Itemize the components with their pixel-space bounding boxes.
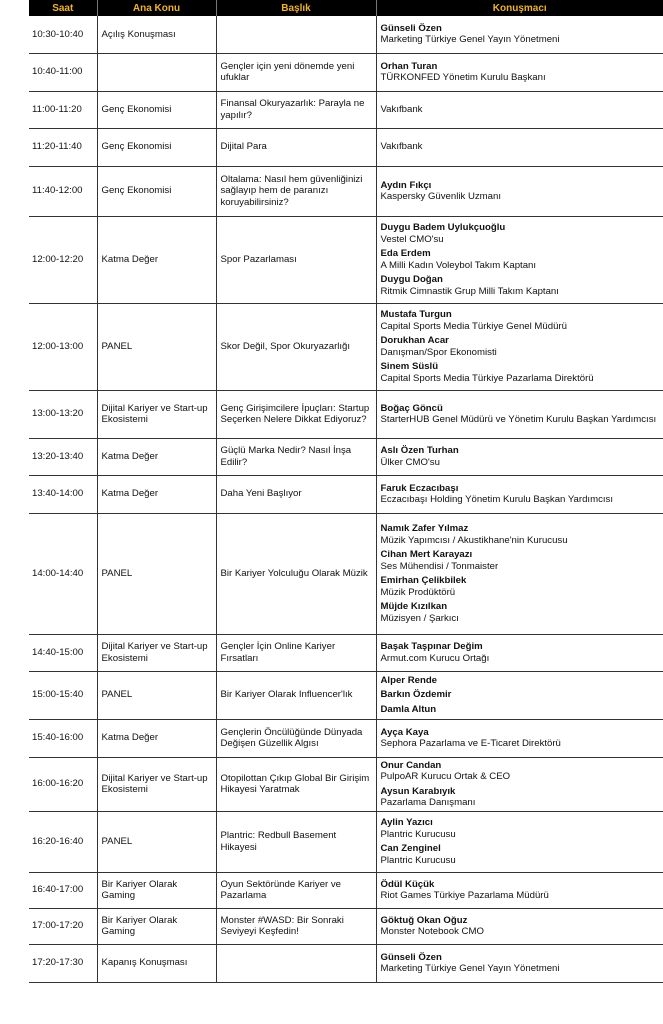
speaker [381,403,660,426]
schedule-body [29,16,663,982]
row-speakers [376,16,663,53]
schedule-row [29,390,663,438]
row-time: 13:00-13:20 [29,390,97,438]
speaker-role: Ses Mühendisi / Tonmaister [380,560,499,572]
row-speakers [376,908,663,944]
row-title: Plantric: Redbull Basement Hikayesi [216,811,376,872]
row-title: Otopilottan Çıkıp Global Bir Girişim Hikayesi Yaratmak [216,757,376,811]
schedule-row [29,634,663,671]
row-topic [97,53,216,91]
row-title [216,16,376,53]
speaker [381,727,660,750]
speaker-name: Alper Rende [380,674,438,686]
row-topic: Dijital Kariyer ve Start-up Ekosistemi [97,634,216,671]
speaker-name: Aylin Yazıcı [380,817,433,828]
row-title: Gençler İçin Online Kariyer Fırsatları [216,634,376,671]
speaker-name: Eda Erdem [380,248,431,259]
schedule-row [29,16,663,53]
schedule-row [29,438,663,475]
speaker-name: Mustafa Turgun [380,309,452,320]
speaker-name: Namık Zafer Yılmaz [380,523,469,534]
row-time: 13:20-13:40 [29,438,97,475]
speaker [381,248,660,271]
speaker-role: Ritmik Cimnastik Grup Milli Takım Kaptanı [380,285,559,297]
speaker-role: Müzik Yapımcısı / Akustikhane'nin Kurucusu [380,534,568,546]
speaker-role: Pazarlama Danışmanı [380,797,476,808]
speaker [381,675,660,687]
speaker-role: Danışman/Spor Ekonomisti [380,346,497,358]
speaker [381,601,660,624]
row-time: 10:40-11:00 [29,53,97,91]
row-title: Bir Kariyer Yolculuğu Olarak Müzik [216,513,376,634]
speaker-role: Plantric Kurucusu [380,828,456,840]
speaker [381,361,660,384]
speaker-name: Orhan Turan [380,60,438,72]
row-speakers [376,872,663,908]
header-row [29,0,663,16]
row-speakers [376,475,663,513]
row-topic: Dijital Kariyer ve Start-up Ekosistemi [97,757,216,811]
speaker-role: Riot Games Türkiye Pazarlama Müdürü [380,890,549,901]
row-topic: PANEL [97,513,216,634]
speaker-name: Dorukhan Acar [380,335,449,346]
row-time: 14:00-14:40 [29,513,97,634]
speaker-role: Sephora Pazarlama ve E-Ticaret Direktörü [380,738,561,749]
speaker [381,641,660,664]
speaker-role: Monster Notebook CMO [380,926,484,937]
schedule-row [29,128,663,166]
row-topic: Genç Ekonomisi [97,128,216,166]
speaker-name: Başak Taşpınar Değim [380,641,483,652]
speaker-role: Plantric Kurucusu [380,854,456,866]
row-speakers [376,438,663,475]
speaker-role: Ülker CMO'su [380,456,440,468]
row-time: 16:00-16:20 [29,757,97,811]
speaker-name: Onur Candan [380,759,442,771]
row-title: Monster #WASD: Bir Sonraki Seviyeyi Keşfedin! [216,908,376,944]
speaker [381,549,660,572]
row-speakers [376,634,663,671]
row-title: Finansal Okuryazarlık: Parayla ne yapılır? [216,91,376,128]
schedule-row [29,671,663,719]
speaker-name: Sinem Süslü [380,361,439,372]
row-time: 13:40-14:00 [29,475,97,513]
row-speakers [376,216,663,303]
speaker-name: Boğaç Göncü [380,402,443,414]
row-speakers [376,390,663,438]
row-speakers [376,811,663,872]
row-speakers [376,757,663,811]
schedule-row [29,908,663,944]
speaker [381,309,660,332]
row-title: Güçlü Marka Nedir? Nasıl İnşa Edilir? [216,438,376,475]
speaker [381,817,660,840]
row-speakers [376,944,663,982]
row-time: 16:20-16:40 [29,811,97,872]
row-time: 12:00-12:20 [29,216,97,303]
speaker-role: StarterHUB Genel Müdürü ve Yönetim Kurulu Başkan Yardımcısı [380,414,657,425]
row-title: Spor Pazarlaması [216,216,376,303]
speaker-role: Eczacıbaşı Holding Yönetim Kurulu Başkan Yardımcısı [380,494,613,505]
speaker-role: Vakıfbank [380,141,423,153]
row-time: 17:00-17:20 [29,908,97,944]
header-title: Başlık [216,0,376,16]
row-topic: Kapanış Konuşması [97,944,216,982]
speaker [381,915,660,938]
row-speakers [376,719,663,757]
row-topic: PANEL [97,303,216,390]
row-time: 11:00-11:20 [29,91,97,128]
row-topic: Bir Kariyer Olarak Gaming [97,872,216,908]
speaker [381,61,660,84]
schedule-row [29,872,663,908]
speaker-role: A Milli Kadın Voleybol Takım Kaptanı [380,259,537,271]
speaker [381,843,660,866]
row-speakers [376,166,663,216]
schedule-row [29,513,663,634]
speaker-name: Aydın Fıkçı [380,179,432,191]
row-title: Daha Yeni Başlıyor [216,475,376,513]
speaker-name: Duygu Badem Uylukçuoğlu [380,222,506,233]
speaker-role: Müzisyen / Şarkıcı [380,612,459,624]
row-time: 16:40-17:00 [29,872,97,908]
speaker [381,689,660,701]
row-topic: Katma Değer [97,719,216,757]
row-title: Dijital Para [216,128,376,166]
speaker [381,23,660,46]
speaker-name: Faruk Eczacıbaşı [380,482,459,494]
speaker [381,141,660,153]
row-title: Oyun Sektöründe Kariyer ve Pazarlama [216,872,376,908]
speaker-name: Göktuğ Okan Oğuz [380,914,468,926]
speaker [381,180,660,203]
speaker-name: Can Zenginel [380,843,441,854]
speaker-name: Müjde Kızılkan [380,601,448,612]
speaker-role: Vestel CMO'su [380,233,444,245]
row-speakers [376,513,663,634]
row-topic: Genç Ekonomisi [97,91,216,128]
speaker [381,222,660,245]
speaker-role: Müzik Prodüktörü [380,586,456,598]
speaker-name: Duygu Doğan [380,274,443,285]
speaker [381,952,660,975]
row-title [216,944,376,982]
speaker [381,104,660,116]
row-time: 14:40-15:00 [29,634,97,671]
row-topic: PANEL [97,671,216,719]
row-time: 15:00-15:40 [29,671,97,719]
row-speakers [376,53,663,91]
speaker [381,575,660,598]
speaker [381,786,660,809]
row-time: 12:00-13:00 [29,303,97,390]
row-speakers [376,91,663,128]
speaker-name: Emirhan Çelikbilek [380,575,467,586]
row-speakers [376,671,663,719]
speaker-name: Günseli Özen [380,22,442,34]
row-title: Genç Girişimcilere İpuçları: Startup Seçerken Nelere Dikkat Ediyoruz? [216,390,376,438]
row-topic: Katma Değer [97,438,216,475]
speaker-role: TÜRKONFED Yönetim Kurulu Başkanı [380,72,546,83]
schedule-row [29,757,663,811]
row-topic: Katma Değer [97,216,216,303]
header-topic: Ana Konu [97,0,216,16]
speaker-role: Marketing Türkiye Genel Yayın Yönetmeni [380,34,560,46]
header-speaker: Konuşmacı [376,0,663,16]
speaker-role: PulpoAR Kurucu Ortak & CEO [380,771,511,782]
row-title: Gençler için yeni dönemde yeni ufuklar [216,53,376,91]
row-topic: Açılış Konuşması [97,16,216,53]
header-time: Saat [29,0,97,16]
speaker [381,335,660,358]
row-topic: Genç Ekonomisi [97,166,216,216]
speaker-name: Cihan Mert Karayazı [380,549,473,560]
row-title: Oltalama: Nasıl hem güvenliğinizi sağlayıp hem de paranızı koruyabilirsiniz? [216,166,376,216]
row-topic: Dijital Kariyer ve Start-up Ekosistemi [97,390,216,438]
schedule-row [29,303,663,390]
row-topic: PANEL [97,811,216,872]
row-speakers [376,128,663,166]
row-topic: Bir Kariyer Olarak Gaming [97,908,216,944]
schedule-row [29,53,663,91]
speaker-name: Ödül Küçük [380,878,435,890]
speaker [381,483,660,506]
row-title: Gençlerin Öncülüğünde Dünyada Değişen Güzellik Algısı [216,719,376,757]
row-time: 17:20-17:30 [29,944,97,982]
schedule-row [29,811,663,872]
speaker-role: Capital Sports Media Türkiye Genel Müdürü [380,320,567,332]
row-title: Skor Değil, Spor Okuryazarlığı [216,303,376,390]
row-time: 11:20-11:40 [29,128,97,166]
speaker-role: Vakıfbank [380,103,423,115]
schedule-row [29,944,663,982]
row-title: Bir Kariyer Olarak Influencer'lık [216,671,376,719]
row-topic: Katma Değer [97,475,216,513]
speaker [381,445,660,468]
schedule-row [29,166,663,216]
speaker-role: Marketing Türkiye Genel Yayın Yönetmeni [380,963,560,974]
schedule-row [29,91,663,128]
speaker-name: Aslı Özen Turhan [380,445,459,456]
speaker [381,274,660,297]
speaker-name: Ayça Kaya [380,726,429,738]
speaker [381,760,660,783]
schedule-row [29,216,663,303]
speaker-role: Capital Sports Media Türkiye Pazarlama Direktörü [380,372,594,384]
row-speakers [376,303,663,390]
schedule-row [29,719,663,757]
speaker-name: Aysun Karabıyık [380,785,456,797]
speaker-name: Barkın Özdemir [380,689,452,701]
speaker-role: Armut.com Kurucu Ortağı [380,652,490,664]
speaker-name: Günseli Özen [380,951,442,963]
schedule-table [29,0,663,983]
speaker [381,879,660,902]
speaker-role: Kaspersky Güvenlik Uzmanı [380,191,501,202]
speaker [381,523,660,546]
row-time: 11:40-12:00 [29,166,97,216]
speaker [381,704,660,716]
speaker-name: Damla Altun [380,703,437,715]
row-time: 15:40-16:00 [29,719,97,757]
row-time: 10:30-10:40 [29,16,97,53]
schedule-row [29,475,663,513]
